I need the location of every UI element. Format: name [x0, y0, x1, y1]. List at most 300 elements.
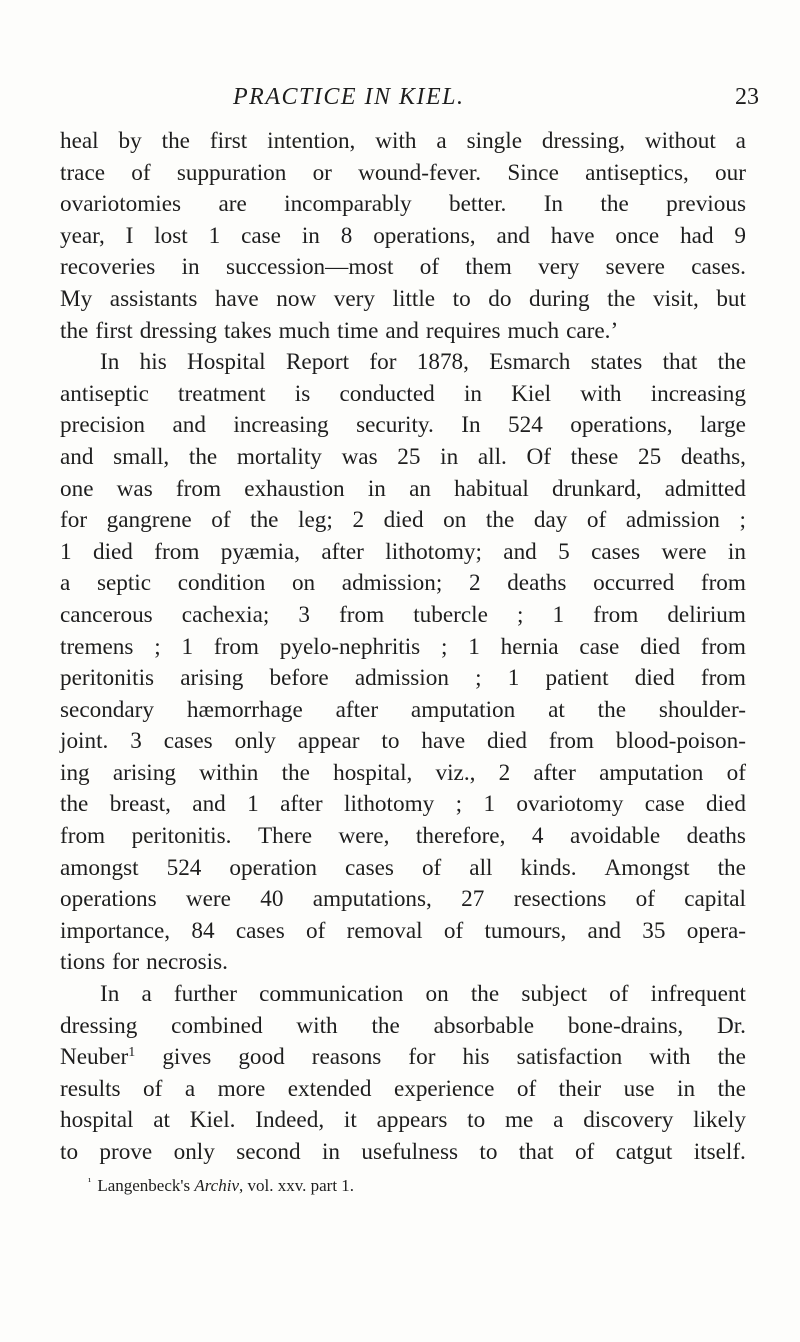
word: of	[419, 254, 440, 281]
word: of	[609, 981, 629, 1008]
word: to	[452, 285, 471, 312]
word: ;	[475, 665, 482, 692]
word: amongst	[60, 854, 139, 881]
word: requires	[425, 317, 501, 344]
word: operations	[60, 886, 157, 913]
word: cases	[163, 728, 213, 755]
word: case	[579, 633, 620, 660]
word: antiseptic	[60, 380, 149, 407]
word: subject	[521, 981, 588, 1008]
word: cachexia;	[181, 601, 270, 628]
word: but	[716, 285, 746, 312]
word: leg;	[298, 507, 333, 534]
word: mortality	[236, 443, 322, 470]
word: the	[60, 317, 89, 344]
word: that	[518, 1139, 554, 1165]
word: importance,	[60, 917, 171, 944]
word: experience	[393, 1075, 495, 1102]
word: died	[706, 791, 746, 818]
word: 1	[552, 601, 565, 628]
word: all.	[477, 443, 507, 470]
word: 4	[531, 823, 544, 850]
word: the	[717, 349, 746, 376]
word: one	[60, 475, 94, 502]
word: in	[301, 222, 320, 249]
word: the	[60, 791, 89, 818]
word: much	[278, 317, 331, 344]
word: gangrene	[106, 507, 192, 534]
word: septic	[96, 570, 152, 597]
word: deaths	[507, 570, 567, 597]
word: 1878,	[416, 349, 469, 376]
word: a	[184, 1075, 196, 1102]
word: do	[488, 285, 512, 312]
word: died	[640, 633, 681, 660]
word: secondary	[60, 696, 154, 723]
word: ovariotomy	[516, 791, 624, 818]
word: admission	[354, 665, 449, 692]
word: his	[462, 1044, 490, 1071]
word: 25	[638, 443, 662, 470]
word: 2	[468, 570, 481, 597]
word: In	[461, 412, 481, 439]
text-line	[60, 221, 746, 253]
word: from	[700, 633, 746, 660]
word: from	[700, 665, 746, 692]
text-line	[60, 1042, 746, 1074]
footnote-text-after: , vol. xxv. part 1.	[239, 1176, 355, 1195]
word: the	[371, 1012, 400, 1039]
word: very	[333, 285, 375, 312]
word: the	[188, 443, 218, 470]
word: for	[408, 1044, 436, 1071]
word: have	[214, 285, 259, 312]
word: small,	[113, 443, 170, 470]
word: hospital,	[333, 759, 413, 786]
text-line	[60, 568, 746, 600]
word: usefulness	[361, 1139, 458, 1165]
word: these	[570, 443, 619, 470]
word: cases.	[691, 254, 746, 281]
word: was	[116, 475, 153, 502]
word: without	[644, 128, 716, 154]
word: in	[440, 443, 459, 470]
word: of	[586, 507, 607, 534]
word: suppuration	[176, 159, 287, 186]
word: on	[291, 570, 316, 597]
word: were,	[338, 823, 390, 850]
word: first	[95, 317, 133, 344]
word: at	[153, 1107, 170, 1134]
word: appear	[297, 728, 360, 755]
word: good	[238, 1044, 285, 1071]
word: after	[335, 696, 379, 723]
word: 40	[260, 886, 284, 913]
word: catgut	[615, 1139, 673, 1165]
word: patient	[545, 665, 609, 692]
word: pyelo-nephritis	[279, 633, 421, 660]
word: 27	[461, 886, 485, 913]
word: There	[257, 823, 313, 850]
word: increasing	[650, 380, 746, 407]
word: dressing	[60, 1012, 138, 1039]
word: from	[339, 601, 385, 628]
word: the	[470, 981, 500, 1008]
word: is	[294, 380, 311, 407]
text-line	[60, 442, 746, 474]
word: Esmarch	[489, 349, 571, 376]
word: delirium	[667, 601, 746, 628]
word: me	[505, 1107, 534, 1134]
word: in	[181, 254, 200, 281]
word: severe	[605, 254, 665, 281]
word: shoulder-	[658, 696, 746, 723]
word: in	[677, 1075, 696, 1102]
word: appears	[376, 1107, 448, 1134]
word: therefore,	[415, 823, 506, 850]
word: conducted	[339, 380, 435, 407]
word: Indeed,	[255, 1107, 325, 1134]
word: arising	[112, 759, 176, 786]
word: were	[185, 886, 231, 913]
text-line	[60, 695, 746, 727]
text-line	[60, 537, 746, 569]
word: of	[211, 507, 231, 534]
word: the	[607, 285, 636, 312]
word: of	[635, 886, 655, 913]
word: combined	[171, 1012, 263, 1039]
word: 1	[468, 633, 480, 660]
word: habitual	[454, 475, 529, 502]
word: assistants	[109, 285, 198, 312]
word: Amongst	[604, 854, 690, 881]
word: dressing	[139, 317, 217, 344]
text-line	[60, 252, 746, 284]
word: exhaustion	[244, 475, 345, 502]
word: after	[533, 759, 576, 786]
word: extended	[287, 1075, 372, 1102]
word: the	[717, 1075, 746, 1102]
word: pyæmia,	[220, 538, 300, 565]
word: of	[131, 159, 151, 186]
word: their	[558, 1075, 602, 1102]
word: from	[60, 823, 106, 850]
word: of	[306, 917, 326, 944]
word: 9	[734, 222, 746, 249]
text-line	[60, 474, 746, 506]
word: all	[469, 854, 493, 881]
word: ;	[154, 633, 161, 660]
word: or	[312, 159, 332, 186]
word: the	[597, 696, 626, 723]
word: 8	[340, 222, 353, 249]
word: prove	[99, 1139, 153, 1165]
word: peritonitis.	[131, 823, 232, 850]
word: amputation	[599, 759, 704, 786]
word: dressing,	[541, 128, 625, 154]
word: from	[700, 570, 746, 597]
word: discovery	[583, 1107, 674, 1134]
word: avoidable	[570, 823, 661, 850]
word: succession—most	[225, 254, 394, 281]
word: wound-fever.	[358, 159, 482, 186]
word: had	[680, 222, 714, 249]
word: operations,	[373, 222, 476, 249]
word: a	[735, 128, 746, 154]
word: hæmorrhage	[186, 696, 303, 723]
word: occurred	[593, 570, 675, 597]
word: tubercle	[413, 601, 488, 628]
word: large	[700, 412, 746, 439]
word: and	[192, 791, 226, 818]
text-line	[60, 347, 746, 379]
word: for	[60, 507, 88, 534]
word: heal	[60, 128, 99, 154]
word: now	[276, 285, 317, 312]
word: ing	[60, 759, 90, 786]
running-head	[0, 80, 800, 114]
word: viz.,	[435, 759, 476, 786]
word: opera-	[686, 917, 746, 944]
word: likely	[693, 1107, 746, 1134]
word: infrequent	[650, 981, 746, 1008]
running-title: PRACTICE IN KIEL.	[233, 84, 465, 110]
word: 524	[508, 412, 543, 439]
word: from	[175, 475, 221, 502]
word: treatment	[178, 380, 266, 407]
text-line	[60, 316, 746, 348]
word: reasons	[311, 1044, 382, 1071]
word: by	[118, 128, 142, 154]
word: from	[213, 633, 259, 660]
word: and	[385, 317, 419, 344]
word: only	[173, 1139, 215, 1165]
word: amputations,	[312, 886, 432, 913]
word: died	[487, 728, 527, 755]
word: kinds.	[520, 854, 577, 881]
word: in	[727, 538, 746, 565]
word: care.’	[566, 317, 619, 344]
word: 1	[208, 222, 221, 249]
word: Neuber$^1$	[60, 1044, 136, 1071]
word: in	[321, 1139, 341, 1165]
word: with	[296, 1012, 338, 1039]
word: My	[60, 285, 93, 312]
word: admission;	[341, 570, 443, 597]
word: ;	[739, 507, 746, 534]
text-line	[60, 821, 746, 853]
word: within	[199, 759, 259, 786]
word: a	[141, 981, 152, 1008]
word: cases	[591, 538, 641, 565]
word: time	[337, 317, 379, 344]
text-line	[60, 1105, 746, 1137]
word: to	[60, 1139, 79, 1165]
word: for	[112, 949, 140, 976]
word: from	[548, 728, 594, 755]
word: are	[218, 191, 247, 218]
word: Kiel	[511, 380, 552, 407]
word: Since	[507, 159, 559, 186]
text-line	[60, 600, 746, 632]
word: his	[139, 349, 167, 376]
text-line	[60, 853, 746, 885]
word: 25	[397, 443, 421, 470]
word: Kiel.	[189, 1107, 236, 1134]
word: lost	[154, 222, 188, 249]
word: died	[634, 665, 675, 692]
word: Hospital	[187, 349, 266, 376]
word: of	[516, 1075, 537, 1102]
word: 1	[181, 633, 194, 660]
word: 84	[191, 917, 215, 944]
word: bone-drains,	[567, 1012, 684, 1039]
text-line	[60, 126, 746, 158]
word: cancerous	[60, 601, 153, 628]
word: 3	[298, 601, 310, 628]
word: 5	[558, 538, 570, 565]
body-text	[60, 126, 746, 1169]
text-line	[60, 789, 746, 821]
word: itself.	[693, 1139, 746, 1165]
word: Of	[526, 443, 551, 470]
word: little	[392, 285, 436, 312]
word: resections	[513, 886, 607, 913]
word: intention,	[267, 128, 356, 154]
word: the	[281, 759, 310, 786]
word: states	[590, 349, 643, 376]
word: takes	[223, 317, 272, 344]
word: 1	[507, 665, 520, 692]
word: year,	[60, 222, 105, 249]
text-line	[60, 758, 746, 790]
word: died	[92, 538, 133, 565]
word: the	[161, 128, 190, 154]
word: to	[479, 1139, 498, 1165]
word: 2	[498, 759, 511, 786]
word: deaths,	[680, 443, 746, 470]
text-line	[60, 1011, 746, 1043]
word: incomparably	[284, 191, 412, 218]
word: and	[587, 917, 622, 944]
word: only	[234, 728, 276, 755]
word: admitted	[664, 475, 746, 502]
word: with	[580, 380, 622, 407]
word: communication	[259, 981, 404, 1008]
word: much	[507, 317, 560, 344]
word: cases	[344, 854, 394, 881]
word: tremens	[60, 633, 134, 660]
word: blood-poison-	[615, 728, 746, 755]
word: further	[173, 981, 237, 1008]
word: lithotomy;	[385, 538, 482, 565]
word: amputation	[410, 696, 516, 723]
word: absorbable	[433, 1012, 535, 1039]
word: at	[548, 696, 565, 723]
word: antiseptics,	[585, 159, 689, 186]
word: to	[467, 1107, 486, 1134]
word: deaths	[686, 823, 746, 850]
word: use	[623, 1075, 655, 1102]
word: with	[375, 128, 417, 154]
word: better.	[449, 191, 507, 218]
word: in	[367, 475, 386, 502]
word: condition	[177, 570, 266, 597]
word: operations,	[570, 412, 673, 439]
word: Report	[285, 349, 350, 376]
word: lithotomy	[344, 791, 435, 818]
word: tions	[60, 949, 106, 976]
word: in	[463, 380, 482, 407]
text-line	[60, 284, 746, 316]
word: joint.	[60, 728, 109, 755]
word: the	[600, 191, 629, 218]
word: 1	[247, 791, 259, 818]
text-line	[60, 379, 746, 411]
word: day	[533, 507, 568, 534]
word: it	[343, 1107, 357, 1134]
word: previous	[666, 191, 746, 218]
word: single	[466, 128, 522, 154]
word: peritonitis	[60, 665, 155, 692]
word: on	[425, 981, 449, 1008]
word: ;	[455, 791, 463, 818]
text-line	[60, 189, 746, 221]
word: were	[661, 538, 707, 565]
word: case	[241, 222, 281, 249]
word: 35	[642, 917, 666, 944]
word: I	[125, 222, 134, 249]
text-line	[60, 505, 746, 537]
word: visit,	[653, 285, 699, 312]
word: of	[421, 854, 442, 881]
word: on	[443, 507, 467, 534]
word: drunkard,	[552, 475, 642, 502]
word: the	[717, 854, 746, 881]
word: 2	[352, 507, 365, 534]
word: Dr.	[716, 1012, 746, 1039]
footnote-text-before: Langenbeck's	[97, 1176, 195, 1195]
word: with	[649, 1044, 691, 1071]
word: once	[615, 222, 660, 249]
word: from	[593, 601, 639, 628]
word: hospital	[60, 1107, 134, 1134]
word: very	[538, 254, 580, 281]
word: results	[60, 1075, 121, 1102]
word: tumours,	[484, 917, 567, 944]
text-line	[60, 632, 746, 664]
word: second	[236, 1139, 301, 1165]
word: of	[143, 1075, 163, 1102]
word: to	[381, 728, 400, 755]
word: after	[321, 538, 364, 565]
word: hernia	[500, 633, 559, 660]
word: more	[217, 1075, 266, 1102]
word: trace	[60, 159, 106, 186]
word: and	[496, 222, 530, 249]
word: that	[662, 349, 698, 376]
word: an	[409, 475, 431, 502]
word: was	[341, 443, 378, 470]
word: after	[280, 791, 323, 818]
word: satisfaction	[516, 1044, 623, 1071]
word: and	[60, 443, 94, 470]
word: security.	[356, 412, 434, 439]
text-line	[60, 1137, 746, 1169]
word: necrosis.	[146, 949, 228, 976]
word: ;	[440, 633, 448, 660]
word: 3	[130, 728, 142, 755]
